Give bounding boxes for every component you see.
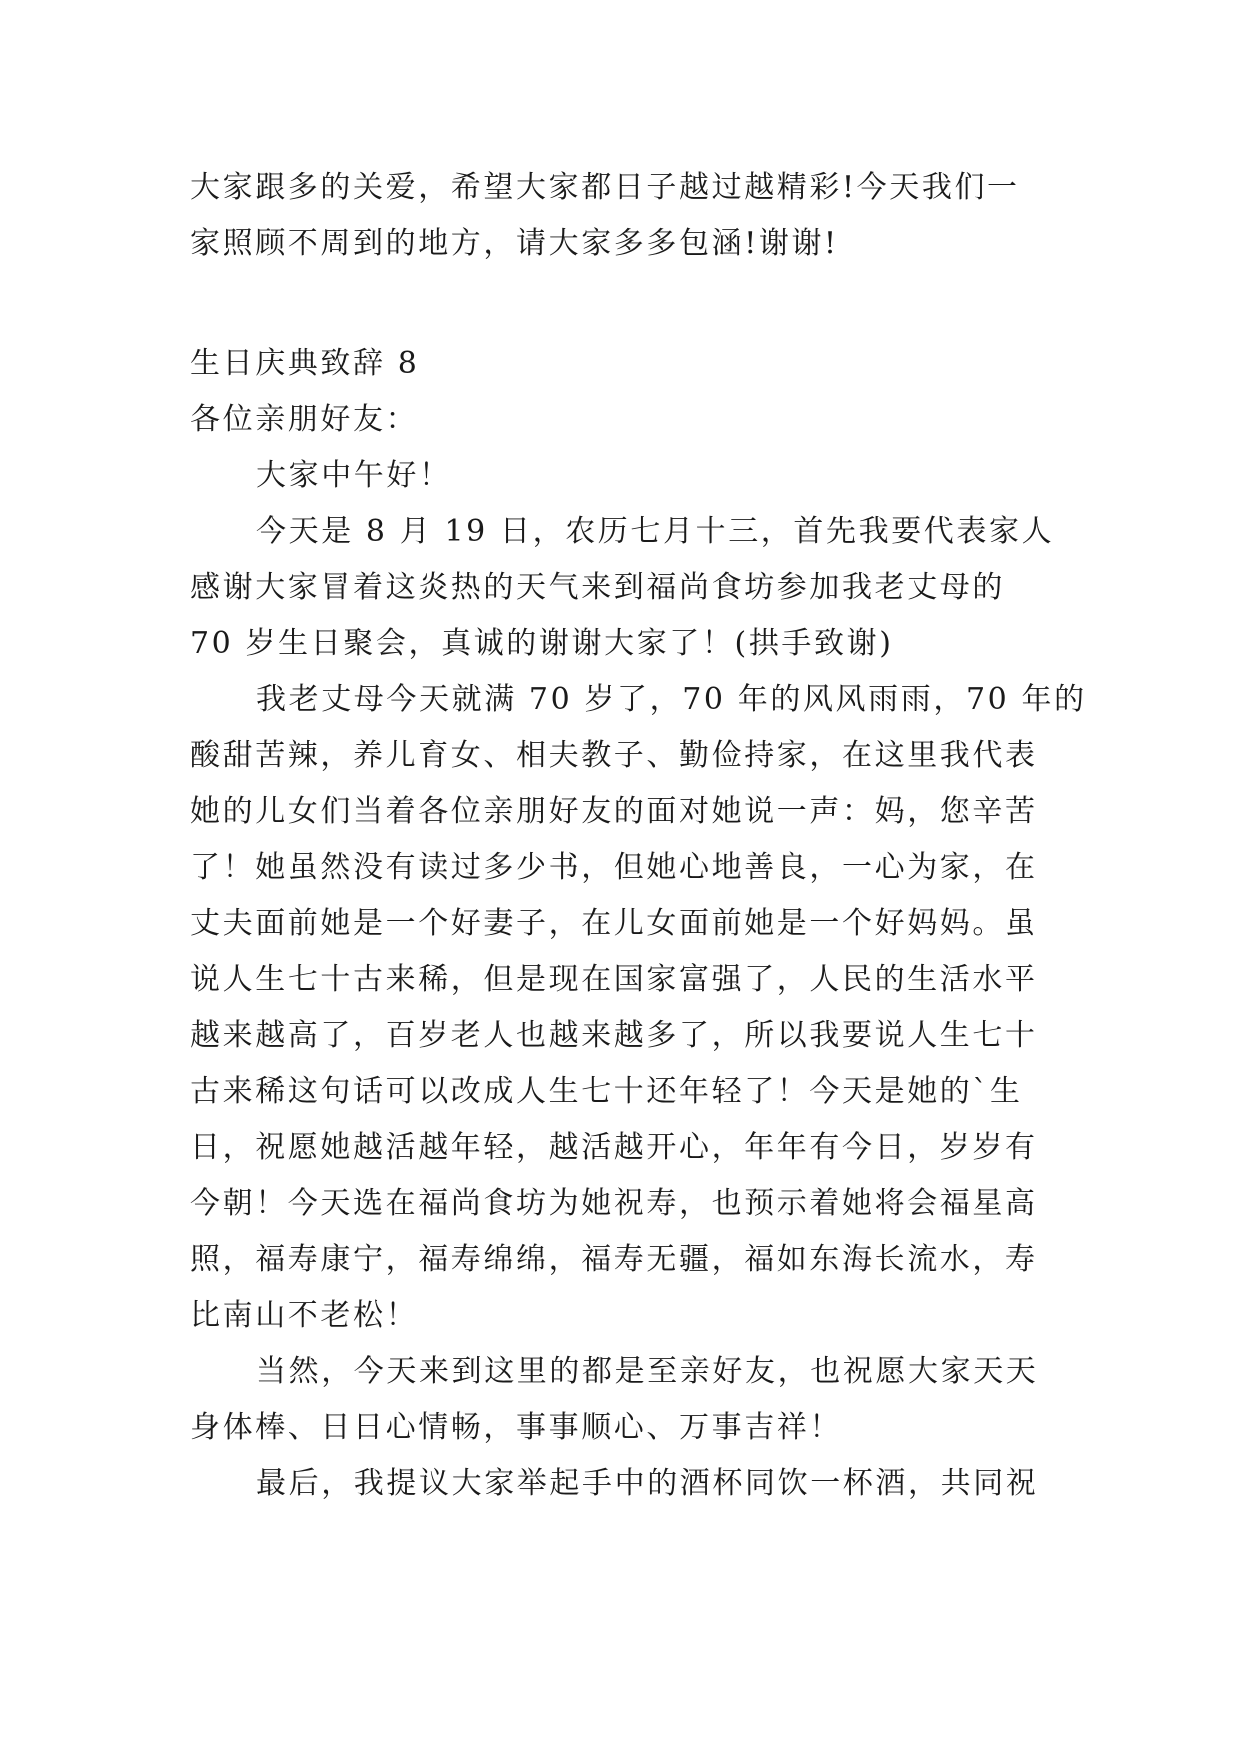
- intro-continuation: [190, 160, 1050, 272]
- text-line: 最后，我提议大家举起手中的酒杯同饮一杯酒，共同祝: [256, 1466, 1039, 1501]
- text-line: 大家跟多的关爱，希望大家都日子越过越精彩!今天我们一: [190, 170, 1020, 205]
- section-title: 生日庆典致辞 8: [190, 346, 420, 381]
- text-line: 酸甜苦辣，养儿育女、相夫教子、勤俭持家，在这里我代表: [190, 738, 1038, 773]
- text-line: 身体棒、日日心情畅，事事顺心、万事吉祥！: [190, 1410, 842, 1445]
- paragraph: [190, 1344, 1050, 1456]
- text-line: 大家中午好！: [256, 458, 452, 493]
- paragraph: [190, 504, 1055, 672]
- text-line: 照，福寿康宁，福寿绵绵，福寿无疆，福如东海长流水，寿: [190, 1242, 1038, 1277]
- text-line: 比南山不老松！: [190, 1298, 419, 1333]
- text-line: 古来稀这句话可以改成人生七十还年轻了！今天是她的`生: [190, 1074, 1023, 1109]
- text-line: 丈夫面前她是一个好妻子，在儿女面前她是一个好妈妈。虽: [190, 906, 1038, 941]
- paragraph: [190, 672, 1087, 1344]
- text-line: 我老丈母今天就满 70 岁了，70 年的风风雨雨，70 年的: [256, 682, 1087, 717]
- text-line: 越来越高了，百岁老人也越来越多了，所以我要说人生七十: [190, 1018, 1038, 1053]
- text-line: 感谢大家冒着这炎热的天气来到福尚食坊参加我老丈母的: [190, 570, 1005, 605]
- text-line: 今朝！今天选在福尚食坊为她祝寿，也预示着她将会福星高: [190, 1186, 1038, 1221]
- text-line: 日，祝愿她越活越年轻，越活越开心，年年有今日，岁岁有: [190, 1130, 1038, 1165]
- salutation: 各位亲朋好友：: [190, 402, 419, 437]
- text-line: 今天是 8 月 19 日，农历七月十三，首先我要代表家人: [256, 514, 1055, 549]
- text-line: 了！她虽然没有读过多少书，但她心地善良，一心为家，在: [190, 850, 1038, 885]
- document-body: [190, 160, 1087, 1512]
- text-line: 70 岁生日聚会，真诚的谢谢大家了！(拱手致谢): [190, 626, 894, 661]
- paragraph: [190, 448, 1050, 504]
- text-line: 当然，今天来到这里的都是至亲好友，也祝愿大家天天: [256, 1354, 1039, 1389]
- paragraph-spacer: [190, 272, 1050, 336]
- paragraph: [190, 1456, 1050, 1512]
- text-line: 她的儿女们当着各位亲朋好友的面对她说一声：妈，您辛苦: [190, 794, 1038, 829]
- text-line: 家照顾不周到的地方，请大家多多包涵!谢谢!: [190, 226, 839, 261]
- text-line: 说人生七十古来稀，但是现在国家富强了，人民的生活水平: [190, 962, 1038, 997]
